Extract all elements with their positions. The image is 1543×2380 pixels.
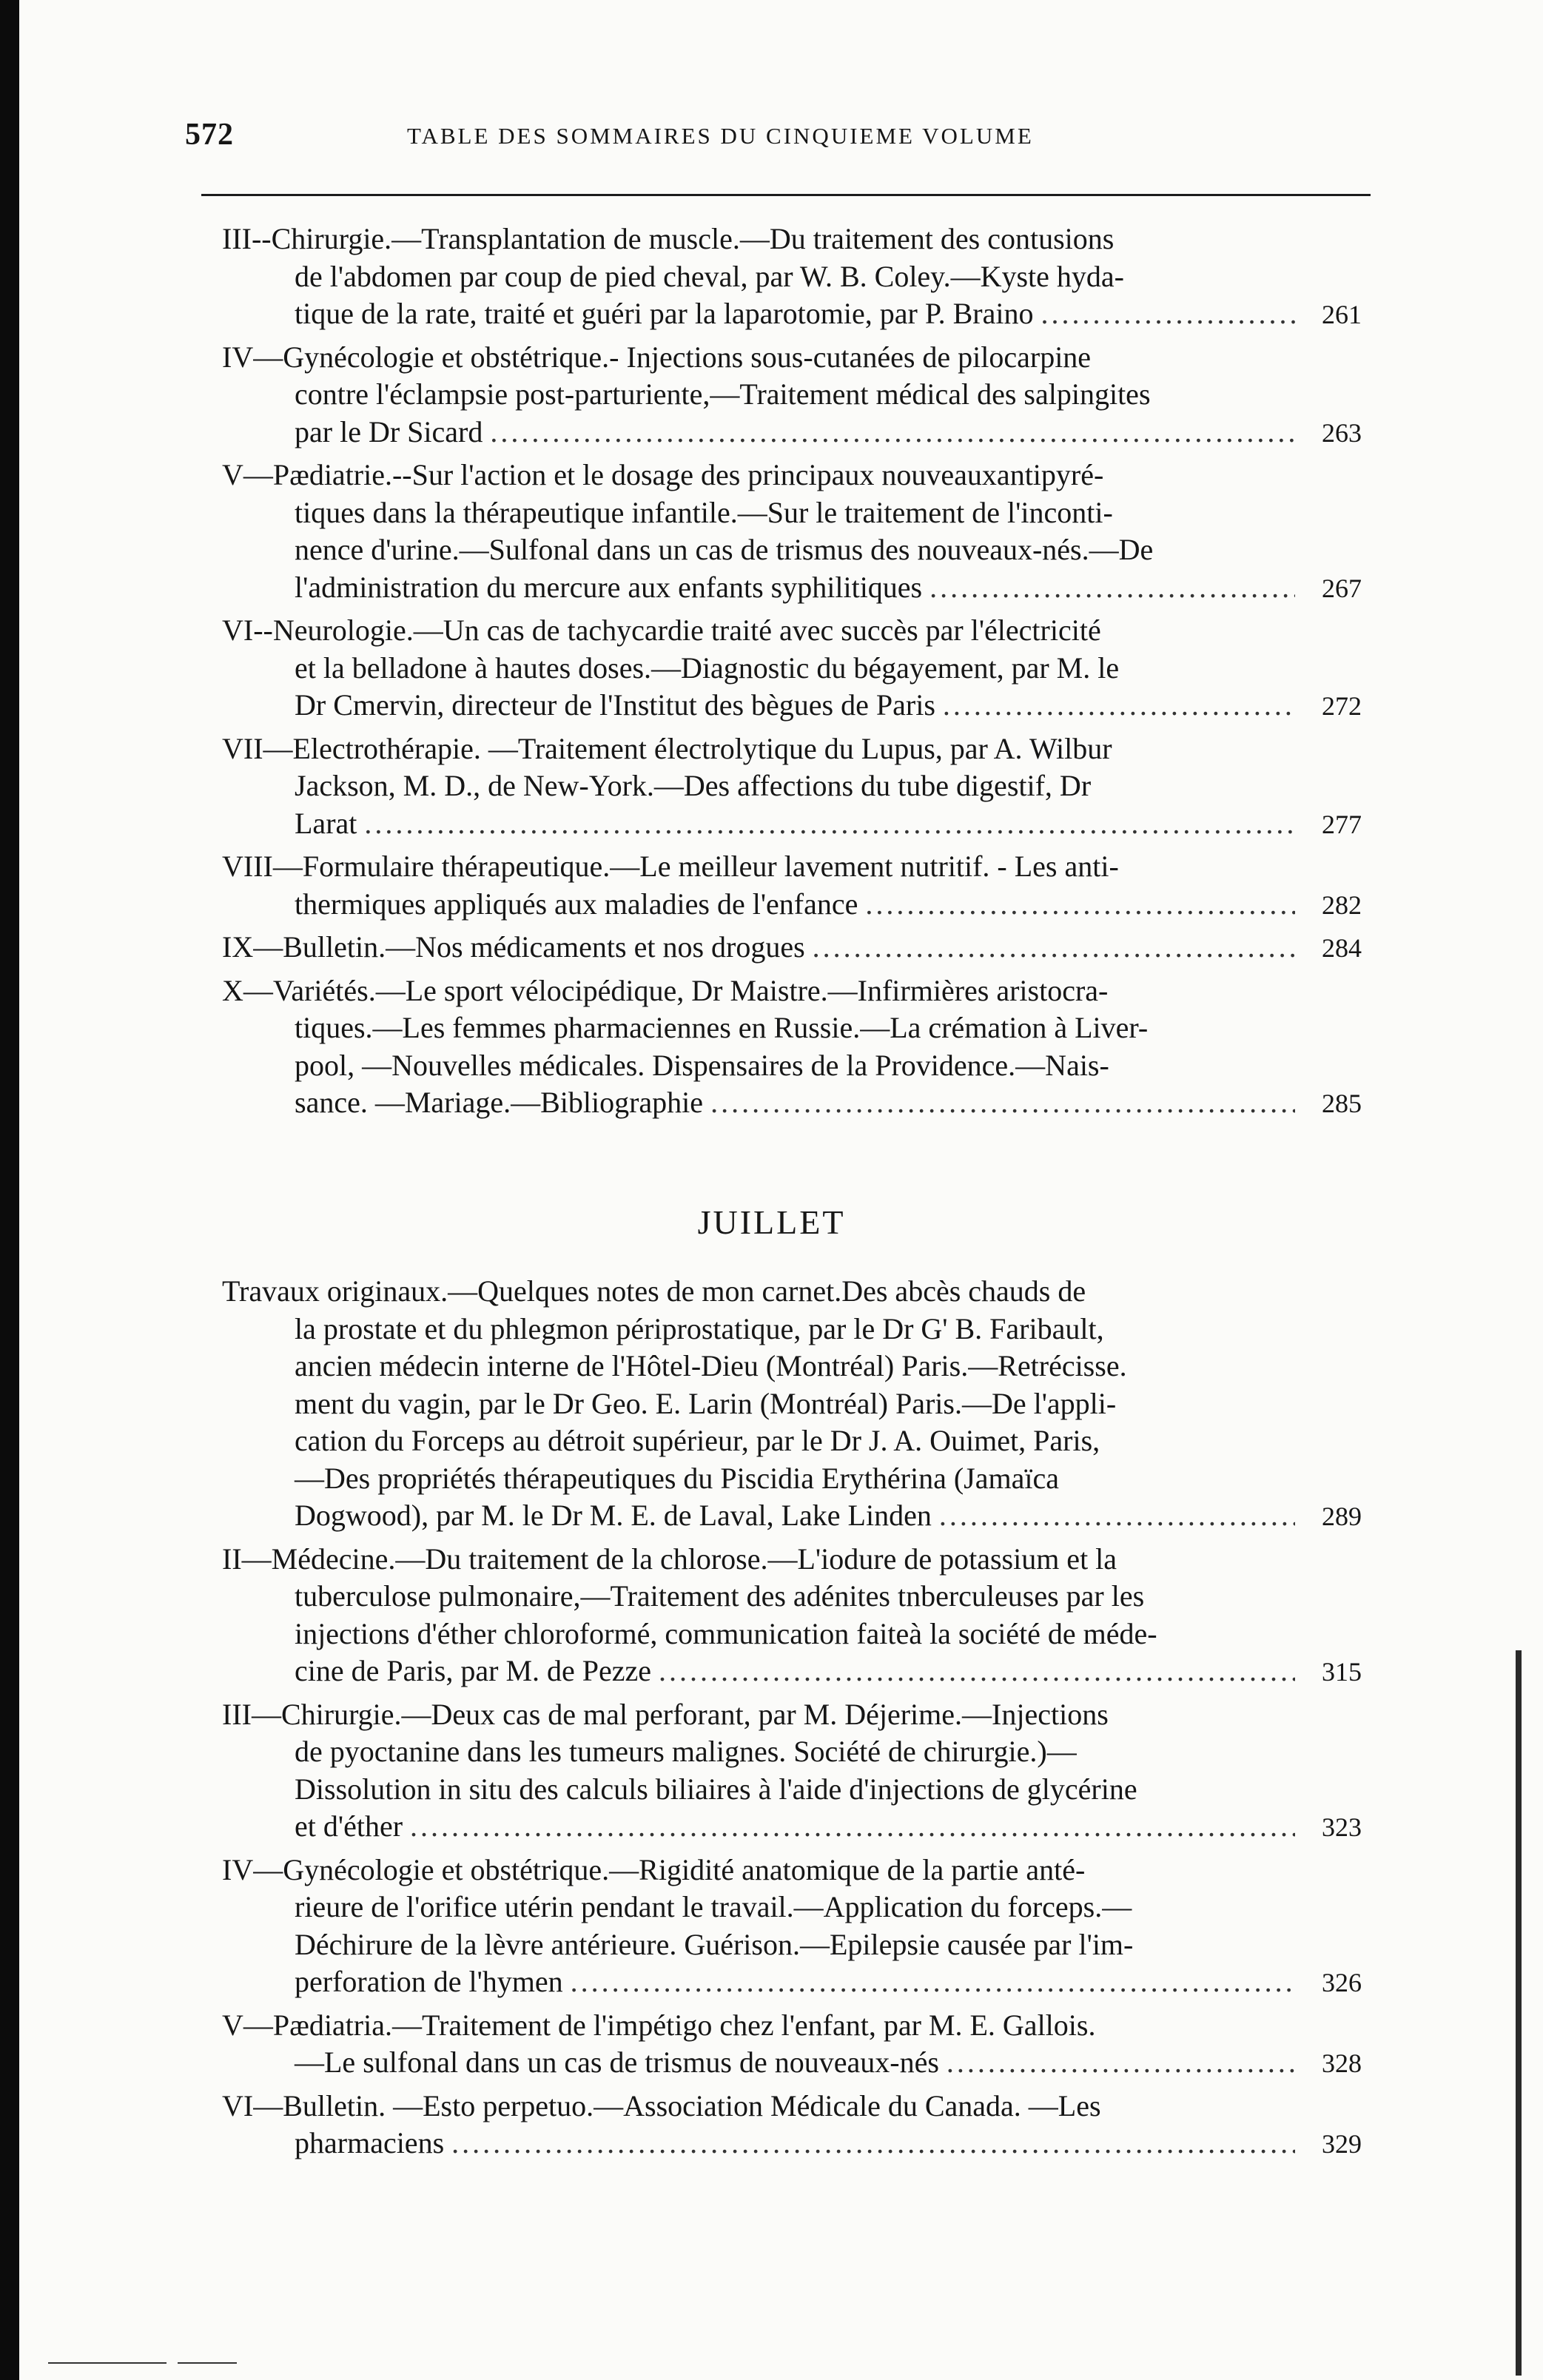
leader-dots: [364, 805, 1295, 843]
toc-entry-text: par le Dr Sicard: [295, 414, 483, 448]
toc-page-number: 323: [1322, 1812, 1362, 1842]
toc-page-number: 284: [1322, 933, 1362, 963]
toc-entry: [222, 457, 1362, 606]
toc-entry-line: de l'abdomen par coup de pied cheval, par W. B. Coley.—Kyste hyda-: [295, 259, 1124, 293]
leader-dots: [930, 569, 1295, 607]
leader-dots: [865, 886, 1295, 924]
toc-entry-line: [222, 2044, 1362, 2082]
toc-entry: [222, 1541, 1362, 1690]
toc-entry-text: cine de Paris, par M. de Pezze: [295, 1654, 652, 1687]
toc-entry-text: —Le sulfonal dans un cas de trismus de nouveaux-nés: [295, 2045, 939, 2079]
toc-entry: [222, 730, 1362, 843]
toc-entry-line: ancien médecin interne de l'Hôtel-Dieu (Montréal) Paris.—Retrécisse.: [295, 1349, 1127, 1382]
toc-entry: [222, 1273, 1362, 1535]
leader-dots: [571, 1963, 1295, 2001]
leader-dots: [939, 1497, 1295, 1535]
running-head: [185, 117, 1369, 161]
toc-entry: [222, 612, 1362, 725]
page-title: TABLE DES SOMMAIRES DU CINQUIEME VOLUME: [407, 123, 1034, 149]
toc-entry-line: [222, 687, 1362, 725]
toc-entry-text: perforation de l'hymen: [295, 1965, 563, 1998]
toc-entry-line: [222, 1808, 1362, 1846]
toc-entry-line: [222, 295, 1362, 333]
toc-entry-line: [222, 805, 1362, 843]
toc-entry: [222, 2007, 1362, 2082]
header-rule: [201, 194, 1371, 196]
toc-entry-line: VIII—Formulaire thérapeutique.—Le meilleur lavement nutritif. - Les anti-: [222, 850, 1119, 883]
toc-entry-text: Dogwood), par M. le Dr M. E. de Laval, Lake Linden: [295, 1499, 932, 1532]
toc-entry-line: pool, —Nouvelles médicales. Dispensaires de la Providence.—Nais-: [295, 1048, 1109, 1082]
leader-dots: [451, 2125, 1295, 2162]
section-title-juillet: JUILLET: [697, 1203, 846, 1241]
leader-dots: [1041, 295, 1296, 333]
toc-entry: [222, 972, 1362, 1122]
toc-page-number: 289: [1322, 1502, 1362, 1531]
footer-rule: [178, 2362, 237, 2364]
toc-page-number: 277: [1322, 809, 1362, 839]
leader-dots: [813, 929, 1295, 967]
toc-entry: [222, 339, 1362, 451]
toc-entry: [222, 2088, 1362, 2162]
toc-entry-line: tiques.—Les femmes pharmaciennes en Russie.—La crémation à Liver-: [295, 1011, 1149, 1044]
toc-entry-line: contre l'éclampsie post-parturiente,—Traitement médical des salpingites: [295, 377, 1151, 411]
toc-page-number: 263: [1322, 417, 1362, 448]
leader-dots: [490, 414, 1295, 451]
toc-entry-line: VI--Neurologie.—Un cas de tachycardie traité avec succès par l'électricité: [222, 614, 1101, 647]
toc-entry: [222, 1852, 1362, 2001]
toc-page-number: 272: [1322, 691, 1362, 721]
toc-entry-line: III—Chirurgie.—Deux cas de mal perforant, par M. Déjerime.—Injections: [222, 1697, 1109, 1731]
toc-entry-line: V—Pædiatria.—Traitement de l'impétigo chez l'enfant, par M. E. Gallois.: [222, 2008, 1096, 2042]
leader-dots: [943, 687, 1295, 725]
toc-entry-line: rieure de l'orifice utérin pendant le travail.—Application du forceps.—: [295, 1890, 1132, 1923]
toc-entry-line: Dissolution in situ des calculs biliaires à l'aide d'injections de glycérine: [295, 1772, 1137, 1806]
toc-entry-line: nence d'urine.—Sulfonal dans un cas de trismus des nouveaux-nés.—De: [295, 533, 1154, 566]
toc-entry-line: [222, 569, 1362, 607]
scan-binding-edge: [0, 0, 19, 2380]
toc-entry-text: IX—Bulletin.—Nos médicaments et nos drogues: [222, 930, 805, 964]
toc-entry-line: [222, 2125, 1362, 2162]
leader-dots: [410, 1808, 1295, 1846]
toc-page-number: 261: [1322, 300, 1362, 329]
toc-entry-line: III--Chirurgie.—Transplantation de muscle.—Du traitement des contusions: [222, 222, 1115, 255]
toc-entry-line: injections d'éther chloroformé, communication faiteà la société de méde-: [295, 1616, 1157, 1650]
toc-entry-line: [222, 414, 1362, 451]
toc-entry-line: [222, 1963, 1362, 2001]
toc-entry-text: sance. —Mariage.—Bibliographie: [295, 1086, 704, 1119]
toc-entry-line: VI—Bulletin. —Esto perpetuo.—Association Médicale du Canada. —Les: [222, 2088, 1101, 2122]
leader-dots: [659, 1653, 1295, 1690]
toc-entry-line: VII—Electrothérapie. —Traitement électrolytique du Lupus, par A. Wilbur: [222, 731, 1112, 765]
toc-entry-text: tique de la rate, traité et guéri par la laparotomie, par P. Braino: [295, 297, 1034, 330]
toc-entry-line: Déchirure de la lèvre antérieure. Guérison.—Epilepsie causée par l'im-: [295, 1927, 1134, 1961]
toc-entry-text: thermiques appliqués aux maladies de l'enfance: [295, 887, 858, 921]
toc-entry-text: Larat: [295, 806, 357, 840]
toc-entry-line: II—Médecine.—Du traitement de la chlorose.—L'iodure de potassium et la: [222, 1542, 1117, 1576]
toc-entry-line: cation du Forceps au détroit supérieur, par le Dr J. A. Ouimet, Paris,: [295, 1424, 1100, 1457]
toc-entry-line: et la belladone à hautes doses.—Diagnostic du bégayement, par M. le: [295, 651, 1120, 685]
toc-entry-line: [222, 1497, 1362, 1535]
scan-page-edge: [1516, 1650, 1522, 2376]
toc-page-number: 267: [1322, 573, 1362, 603]
toc-entry-line: V—Pædiatrie.--Sur l'action et le dosage des principaux nouveauxantipyré-: [222, 458, 1104, 491]
toc-page-number: 326: [1322, 1968, 1362, 1997]
toc-entry: [222, 221, 1362, 333]
toc-entry-line: —Des propriétés thérapeutiques du Piscidia Erythérina (Jamaïca: [295, 1461, 1059, 1495]
toc-page-number: 329: [1322, 2129, 1362, 2159]
leader-dots: [710, 1084, 1295, 1122]
toc-page-number: 328: [1322, 2048, 1362, 2078]
toc-entry: [222, 1696, 1362, 1846]
toc-entry-line: [222, 1653, 1362, 1690]
toc-entry-text: et d'éther: [295, 1809, 403, 1843]
toc-entry-text: Dr Cmervin, directeur de l'Institut des bègues de Paris: [295, 688, 935, 722]
leader-dots: [947, 2044, 1295, 2082]
toc-entry-line: tuberculose pulmonaire,—Traitement des adénites tnberculeuses par les: [295, 1579, 1145, 1613]
toc-entry-line: X—Variétés.—Le sport vélocipédique, Dr Maistre.—Infirmières aristocra-: [222, 973, 1109, 1007]
toc-entry-line: Travaux originaux.—Quelques notes de mon carnet.Des abcès chauds de: [222, 1274, 1086, 1308]
toc-entry-line: [222, 886, 1362, 924]
toc-entry-line: ment du vagin, par le Dr Geo. E. Larin (Montréal) Paris.—De l'appli-: [295, 1386, 1117, 1420]
toc-entry-text: pharmaciens: [295, 2126, 445, 2159]
toc-entry-line: IV—Gynécologie et obstétrique.- Injections sous-cutanées de pilocarpine: [222, 340, 1092, 374]
toc-page-number: 282: [1322, 890, 1362, 920]
page-number: 572: [185, 118, 234, 152]
toc-entry: [222, 848, 1362, 923]
toc-entry-line: de pyoctanine dans les tumeurs malignes. Société de chirurgie.)—: [295, 1735, 1077, 1768]
toc-entry: [222, 929, 1362, 967]
toc-page-number: 285: [1322, 1089, 1362, 1118]
toc-entry-line: [222, 929, 1362, 967]
toc-entry-text: l'administration du mercure aux enfants syphilitiques: [295, 570, 923, 604]
toc-entry-line: [222, 1084, 1362, 1122]
toc-entry-line: la prostate et du phlegmon périprostatique, par le Dr G' B. Faribault,: [295, 1311, 1104, 1345]
toc-entry-line: Jackson, M. D., de New-York.—Des affections du tube digestif, Dr: [295, 769, 1092, 802]
toc-entry-line: tiques dans la thérapeutique infantile.—Sur le traitement de l'inconti-: [295, 495, 1113, 529]
toc-entry-line: IV—Gynécologie et obstétrique.—Rigidité anatomique de la partie anté-: [222, 1852, 1086, 1886]
footer-rule: [48, 2362, 167, 2364]
toc-page-number: 315: [1322, 1657, 1362, 1687]
